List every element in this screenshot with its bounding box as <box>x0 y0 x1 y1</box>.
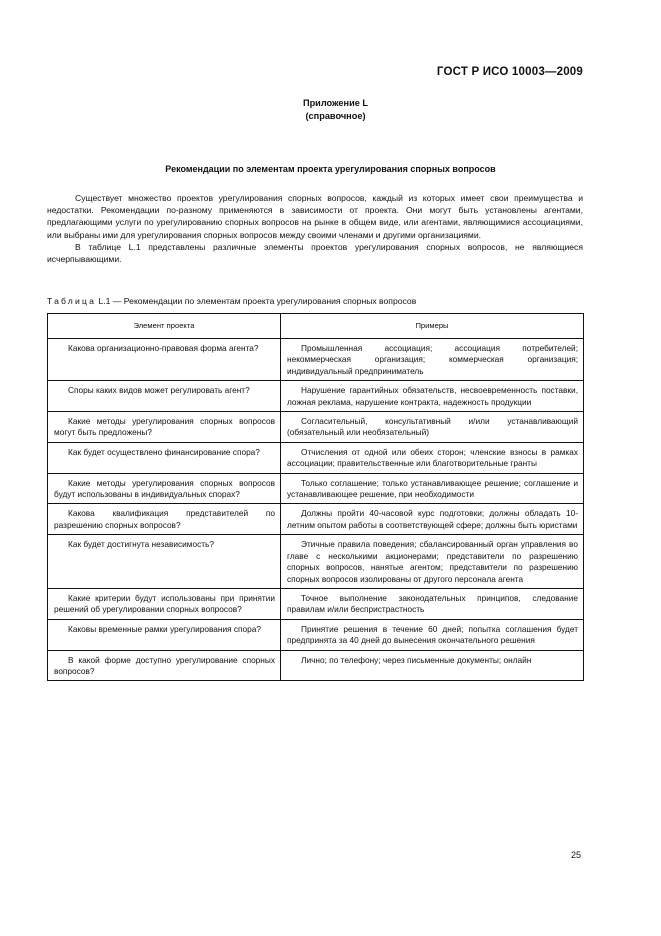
element-text: Как будет осуществлено финансирование спора? <box>68 446 260 457</box>
examples-cell <box>281 412 584 443</box>
table-row <box>48 442 584 473</box>
element-cell <box>48 412 281 443</box>
element-text: В какой форме доступно урегулирование спорных вопросов? <box>54 654 275 676</box>
element-cell <box>48 339 281 381</box>
column-header-element: Элемент проекта <box>48 314 281 339</box>
table-row <box>48 473 584 504</box>
paragraph: Существует множество проектов урегулирования спорных вопросов, каждый из которых имеет свои преимущества и недостатки. Рекомендации по-разному применяются в зависимости от проекта. Они могут быть установлены агентами, предлагающими услуги по урегулированию спорных вопросов на рынке в общем виде, или агентами, являющимися ассоциациями, или выбраны ими для урегулирования спорных вопросов между своими членами и другими организациями. <box>47 193 583 240</box>
element-cell <box>48 473 281 504</box>
examples-text: Лично; по телефону; через письменные документы; онлайн <box>301 654 532 665</box>
examples-text: Должны пройти 40-часовой курс подготовки; должны обладать 10-летним опытом работы в соответствующей сфере; должны быть юристами <box>287 508 578 530</box>
element-text: Какие методы урегулирования спорных вопросов будут использованы в индивидуальных спорах? <box>54 477 275 500</box>
appendix-title: Приложение L <box>302 98 369 108</box>
element-text: Какова квалификация представителей по разрешению спорных вопросов? <box>54 508 275 530</box>
body-text <box>47 192 583 265</box>
element-text: Как будет достигнута независимость? <box>68 539 214 550</box>
examples-text: Принятие решения в течение 60 дней; попытка соглашения будет предпринята за 40 дней до вынесения окончательного решения <box>287 623 578 646</box>
examples-cell <box>281 650 584 681</box>
examples-cell <box>281 535 584 589</box>
examples-text: Отчисления от одной или обеих сторон; членские взносы в рамках ассоциации; правительственные или благотворительные гранты <box>287 446 578 469</box>
element-cell <box>48 619 281 650</box>
table-caption-text: L.1 — Рекомендации по элементам проекта урегулирования спорных вопросов <box>96 296 417 306</box>
table-row <box>48 339 584 381</box>
element-text: Какова организационно-правовая форма агента? <box>68 343 259 353</box>
standard-header: ГОСТ Р ИСО 10003—2009 <box>436 66 583 78</box>
table-row <box>48 619 584 650</box>
examples-text: Промышленная ассоциация; ассоциация потребителей; некоммерческая организация; коммерческая организация; индивидуальный предприниматель <box>287 343 578 376</box>
table-row <box>48 588 584 619</box>
examples-cell <box>281 442 584 473</box>
table-row <box>48 650 584 681</box>
examples-text: Только соглашение; только устанавливающее решение; соглашение и устанавливающее решение, при необходимости <box>287 477 578 500</box>
examples-text: Точное выполнение законодательных принципов, следование правилам и/или беспристрастность <box>287 592 578 615</box>
table-header-row <box>48 314 584 339</box>
appendix-heading <box>0 97 661 123</box>
examples-text: Этичные правила поведения; сбалансированный орган управления во главе с несколькими акционерами; представители по разрешению спорных вопросов, нанятые агентом; представители по разрешению спорных вопросов изолированы от другого персонала агента <box>287 539 578 584</box>
examples-cell <box>281 504 584 535</box>
element-cell <box>48 504 281 535</box>
table-row <box>48 535 584 589</box>
examples-text: Согласительный, консультативный и/или устанавливающий (обязательный или необязательный) <box>287 416 578 438</box>
appendix-subtitle: (справочное) <box>305 111 366 121</box>
table-row <box>48 381 584 412</box>
element-text: Какие критерии будут использованы при принятии решений об урегулировании спорных вопросов? <box>54 592 275 615</box>
element-cell <box>48 588 281 619</box>
element-cell <box>48 650 281 681</box>
examples-cell <box>281 588 584 619</box>
table-caption-prefix: Таблица <box>47 296 97 306</box>
table-row <box>48 504 584 535</box>
examples-cell <box>281 619 584 650</box>
element-cell <box>48 442 281 473</box>
element-cell <box>48 535 281 589</box>
examples-cell <box>281 473 584 504</box>
element-cell <box>48 381 281 412</box>
paragraph: В таблице L.1 представлены различные элементы проектов урегулирования спорных вопросов, не являющиеся исчерпывающими. <box>47 241 583 265</box>
column-header-examples: Примеры <box>281 314 584 339</box>
page-number: 25 <box>570 850 581 860</box>
table-row <box>48 412 584 443</box>
section-title: Рекомендации по элементам проекта урегулирования спорных вопросов <box>165 164 496 174</box>
table-caption <box>47 296 416 306</box>
element-text: Споры каких видов может регулировать агент? <box>68 385 250 396</box>
examples-cell <box>281 381 584 412</box>
examples-text: Нарушение гарантийных обязательств, несвоевременность поставки, ложная реклама, нарушение контракта, надежность продукции <box>287 385 578 407</box>
element-text: Каковы временные рамки урегулирования спора? <box>68 623 261 634</box>
element-text: Какие методы урегулирования спорных вопросов могут быть предложены? <box>54 416 275 438</box>
examples-cell <box>281 339 584 381</box>
recommendations-table <box>47 313 584 681</box>
